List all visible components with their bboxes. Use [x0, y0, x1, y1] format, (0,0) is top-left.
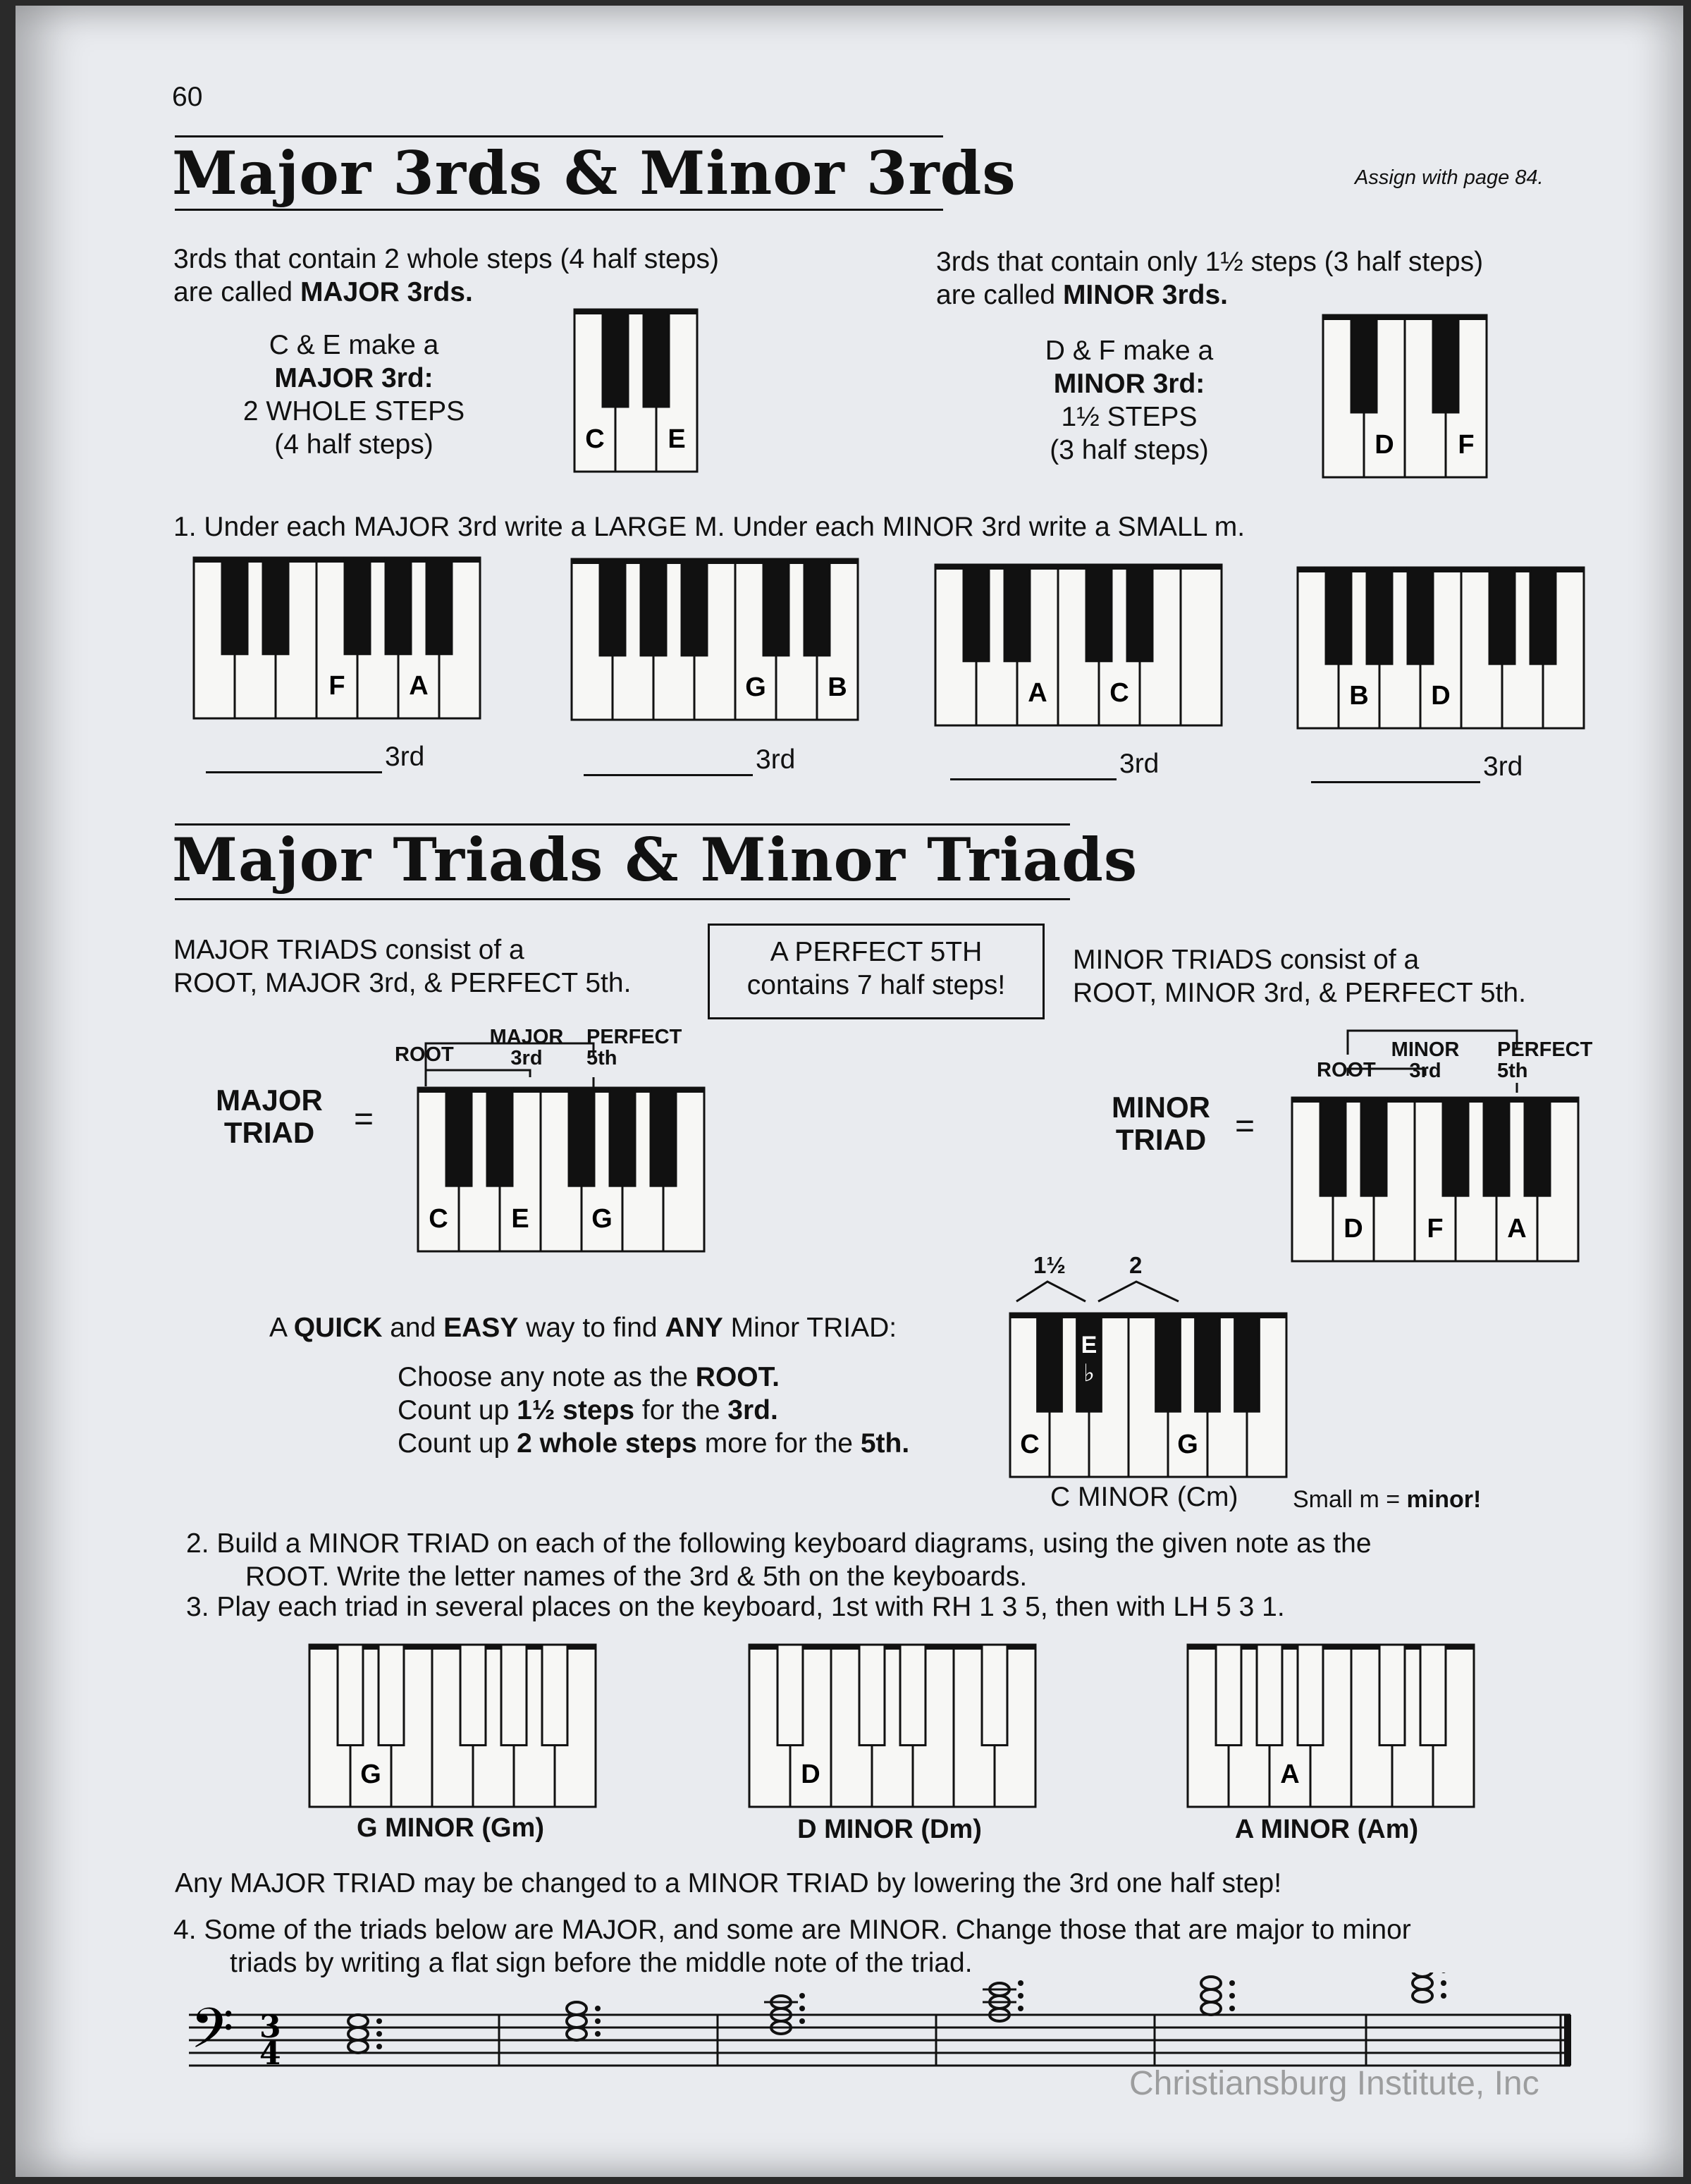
black-key — [426, 558, 452, 654]
assign-note: Assign with page 84. — [1355, 166, 1544, 189]
black-key — [1484, 1098, 1509, 1196]
title-top-rule — [175, 135, 943, 137]
dot — [376, 2018, 382, 2024]
black-key — [1235, 1313, 1260, 1411]
black-key — [600, 559, 625, 656]
black-key — [386, 558, 411, 654]
q1-keyboard-b-d — [1296, 565, 1586, 730]
q1-keyboard-f-a — [192, 556, 482, 720]
final-barline — [1560, 2015, 1562, 2066]
key-note-label: E — [668, 424, 686, 454]
minor-perfect-5th-label: PERFECT 5th — [1497, 1038, 1593, 1082]
black-key — [804, 559, 830, 656]
white-key — [1181, 565, 1222, 725]
black-key — [603, 309, 628, 407]
d-minor-caption: D MINOR (Dm) — [797, 1815, 982, 1844]
perfect-5th-label: PERFECT 5th — [586, 1026, 682, 1069]
black-key — [900, 1645, 926, 1746]
key-note-label: D — [1431, 681, 1451, 711]
df-explanation: D & F make a MINOR 3rd: 1½ STEPS (3 half steps) — [1045, 336, 1214, 465]
key-note-label: A — [1507, 1214, 1527, 1244]
dot — [1229, 2006, 1235, 2011]
whole-note — [567, 2002, 586, 2015]
keyboard-c-e — [572, 307, 699, 474]
keyboard-top-edge — [1323, 315, 1487, 320]
whole-note — [1413, 1989, 1432, 2002]
black-key — [1361, 1098, 1386, 1196]
whole-note — [348, 2027, 368, 2040]
keyboard-d-f — [1321, 313, 1489, 479]
c-minor-keyboard — [1008, 1311, 1289, 1479]
dot — [1229, 1980, 1235, 1986]
key-note-label: C — [585, 424, 605, 454]
black-key — [460, 1645, 486, 1746]
key-note-label: F — [1458, 430, 1475, 460]
black-key — [446, 1088, 472, 1186]
dot — [1018, 1993, 1023, 1999]
a-minor-caption: A MINOR (Am) — [1234, 1815, 1419, 1844]
black-key — [1257, 1645, 1282, 1746]
black-key — [964, 565, 989, 661]
question-2: 2. Build a MINOR TRIAD on each of the following keyboard diagrams, using the given note as the ROOT. Write the letter names of the 3rd & 5th on the keyboards. — [186, 1528, 1372, 1592]
black-key — [487, 1088, 512, 1186]
e-flat-label: E — [1081, 1332, 1097, 1358]
answer-blank-3[interactable]: 3rd — [950, 747, 1159, 780]
black-key — [763, 559, 789, 656]
whole-note — [348, 2040, 368, 2053]
black-key — [1433, 315, 1458, 412]
dot — [1229, 1993, 1235, 1999]
title2-bottom-rule — [175, 898, 1070, 900]
black-key — [1320, 1098, 1346, 1196]
black-key — [1298, 1645, 1323, 1746]
step-1-5-label: 1½ — [1033, 1252, 1066, 1278]
key-note-label: D — [1343, 1214, 1363, 1244]
key-note-label: D — [1375, 430, 1394, 460]
black-key — [338, 1645, 363, 1746]
final-barline — [1564, 2015, 1571, 2066]
black-key — [345, 558, 370, 654]
watermark: Christiansburg Institute, Inc — [1129, 2065, 1539, 2102]
black-key — [222, 558, 247, 654]
key-note-label: G — [591, 1204, 613, 1234]
minor-triad-label: MINOR TRIAD — [1112, 1091, 1210, 1156]
c-minor-caption: C MINOR (Cm) — [1050, 1482, 1238, 1512]
answer-blank-1[interactable]: 3rd — [206, 740, 424, 773]
key-note-label: G — [360, 1760, 381, 1789]
quick-easy-heading: A QUICK and EASY way to find ANY Minor TRIAD: — [269, 1313, 897, 1343]
ce-explanation: C & E make a MAJOR 3rd: 2 WHOLE STEPS (4 half steps) — [242, 330, 465, 460]
key-note-label: A — [409, 671, 429, 701]
key-note-label: B — [828, 673, 847, 702]
question-4: 4. Some of the triads below are MAJOR, and some are MINOR. Change those that are major to minor triads by writing a flat sign before the middle note of the triad. — [173, 1915, 1411, 1978]
black-key — [1351, 315, 1377, 412]
whole-note — [567, 2027, 586, 2040]
g-minor-caption: G MINOR (Gm) — [357, 1813, 544, 1843]
major-root-label: ROOT — [395, 1043, 454, 1066]
perfect-5th-box: A PERFECT 5TH contains 7 half steps! — [708, 924, 1045, 1019]
major-triad-definition: MAJOR TRIADS consist of a ROOT, MAJOR 3rd, & PERFECT 5th. — [173, 935, 632, 998]
black-key — [682, 559, 707, 656]
whole-note — [1201, 2002, 1221, 2015]
black-key — [1156, 1313, 1181, 1411]
black-key — [1489, 568, 1515, 664]
black-key — [610, 1088, 635, 1186]
d-minor-keyboard[interactable] — [747, 1643, 1038, 1809]
dot — [1441, 1980, 1446, 1986]
major-3rd-label: MAJOR 3rd — [489, 1026, 564, 1069]
question-3: 3. Play each triad in several places on the keyboard, 1st with RH 1 3 5, then with LH 5 3 1. — [186, 1592, 1285, 1622]
g-minor-keyboard[interactable] — [307, 1643, 598, 1809]
black-key — [1326, 568, 1351, 664]
black-key — [379, 1645, 404, 1746]
key-note-label: C — [1020, 1430, 1040, 1459]
black-key — [1004, 565, 1030, 661]
quick-easy-steps: Choose any note as the ROOT. Count up 1½ steps for the 3rd. Count up 2 whole steps more for the 5th. — [398, 1362, 910, 1459]
major-3rd-definition: 3rds that contain 2 whole steps (4 half steps) are called MAJOR 3rds. — [173, 244, 719, 307]
keyboard-top-edge — [574, 309, 697, 314]
minor-equals: = — [1235, 1108, 1255, 1145]
flat-sign: ♭ — [1083, 1359, 1095, 1387]
step-arrows — [1009, 1276, 1186, 1304]
minor-root-label: ROOT — [1317, 1059, 1376, 1081]
dot — [595, 2031, 601, 2037]
dot — [376, 2031, 382, 2037]
q1-keyboard-g-b — [570, 557, 860, 722]
key-note-label: E — [511, 1204, 529, 1234]
dot — [799, 2018, 805, 2024]
black-key — [1216, 1645, 1241, 1746]
black-key — [1038, 1313, 1062, 1411]
minor-3rd-label: MINOR 3rd — [1391, 1038, 1460, 1082]
black-key — [1086, 565, 1112, 661]
black-key — [859, 1645, 885, 1746]
whole-note — [567, 2015, 586, 2027]
title-bottom-rule — [175, 209, 943, 211]
black-key — [501, 1645, 527, 1746]
bass-clef-icon: 𝄢 — [190, 1996, 234, 2075]
black-key — [1530, 568, 1556, 664]
black-key — [263, 558, 288, 654]
time-sig-top: 3 — [259, 2009, 281, 2045]
q1-keyboard-a-c — [933, 563, 1224, 728]
black-key — [1127, 565, 1152, 661]
black-key — [1443, 1098, 1468, 1196]
black-key — [569, 1088, 594, 1186]
black-key — [777, 1645, 803, 1746]
whole-note — [1413, 1973, 1432, 1977]
minor-triad-keyboard — [1290, 1096, 1580, 1263]
black-key — [1195, 1313, 1220, 1411]
key-note-label: A — [1280, 1760, 1300, 1789]
lowering-note: Any MAJOR TRIAD may be changed to a MINOR TRIAD by lowering the 3rd one half step! — [175, 1868, 1282, 1898]
black-key — [1525, 1098, 1550, 1196]
dot — [799, 2006, 805, 2011]
major-triad-keyboard — [416, 1086, 706, 1253]
dot — [799, 1993, 805, 1999]
major-triad-label: MAJOR TRIAD — [216, 1084, 323, 1149]
section2-title: Major Triads & Minor Triads — [172, 825, 1138, 895]
answer-blank-4[interactable]: 3rd — [1311, 750, 1523, 783]
key-note-label: C — [429, 1204, 448, 1234]
dot — [376, 2044, 382, 2049]
black-key — [1379, 1645, 1405, 1746]
dot — [1018, 1980, 1023, 1986]
key-note-label: G — [1177, 1430, 1198, 1459]
black-key — [651, 1088, 676, 1186]
black-key — [641, 559, 666, 656]
key-note-label: B — [1349, 681, 1369, 711]
question-1: 1. Under each MAJOR 3rd write a LARGE M. Under each MINOR 3rd write a SMALL m. — [173, 512, 1246, 542]
minor-triad-definition: MINOR TRIADS consist of a ROOT, MINOR 3rd, & PERFECT 5th. — [1073, 945, 1526, 1008]
key-note-label: G — [745, 673, 766, 702]
step-2-label: 2 — [1129, 1252, 1143, 1278]
page-number: 60 — [172, 82, 203, 112]
black-key — [644, 309, 669, 407]
key-note-label: F — [1427, 1214, 1444, 1244]
key-note-label: C — [1109, 678, 1129, 708]
dot — [595, 2006, 601, 2011]
answer-blank-2[interactable]: 3rd — [584, 743, 795, 776]
whole-note — [348, 2015, 368, 2027]
time-sig-bottom: 4 — [259, 2036, 281, 2072]
key-note-label: A — [1028, 678, 1047, 708]
dot — [1018, 2006, 1023, 2011]
black-key — [1367, 568, 1392, 664]
minor-3rd-definition: 3rds that contain only 1½ steps (3 half steps) are called MINOR 3rds. — [936, 247, 1484, 310]
small-m-note: Small m = minor! — [1293, 1486, 1482, 1513]
section1-title: Major 3rds & Minor 3rds — [172, 138, 1016, 208]
black-key — [1408, 568, 1433, 664]
black-key — [1420, 1645, 1446, 1746]
dot — [595, 2018, 601, 2024]
key-note-label: F — [328, 671, 345, 701]
whole-note — [1201, 1977, 1221, 1989]
workbook-page — [16, 6, 1683, 2177]
black-key — [982, 1645, 1007, 1746]
black-key — [542, 1645, 567, 1746]
a-minor-keyboard[interactable] — [1186, 1643, 1476, 1809]
dot — [1441, 1993, 1446, 1999]
major-equals: = — [354, 1100, 374, 1138]
whole-note — [1413, 1977, 1432, 1989]
key-note-label: D — [801, 1760, 820, 1789]
whole-note — [1201, 1989, 1221, 2002]
